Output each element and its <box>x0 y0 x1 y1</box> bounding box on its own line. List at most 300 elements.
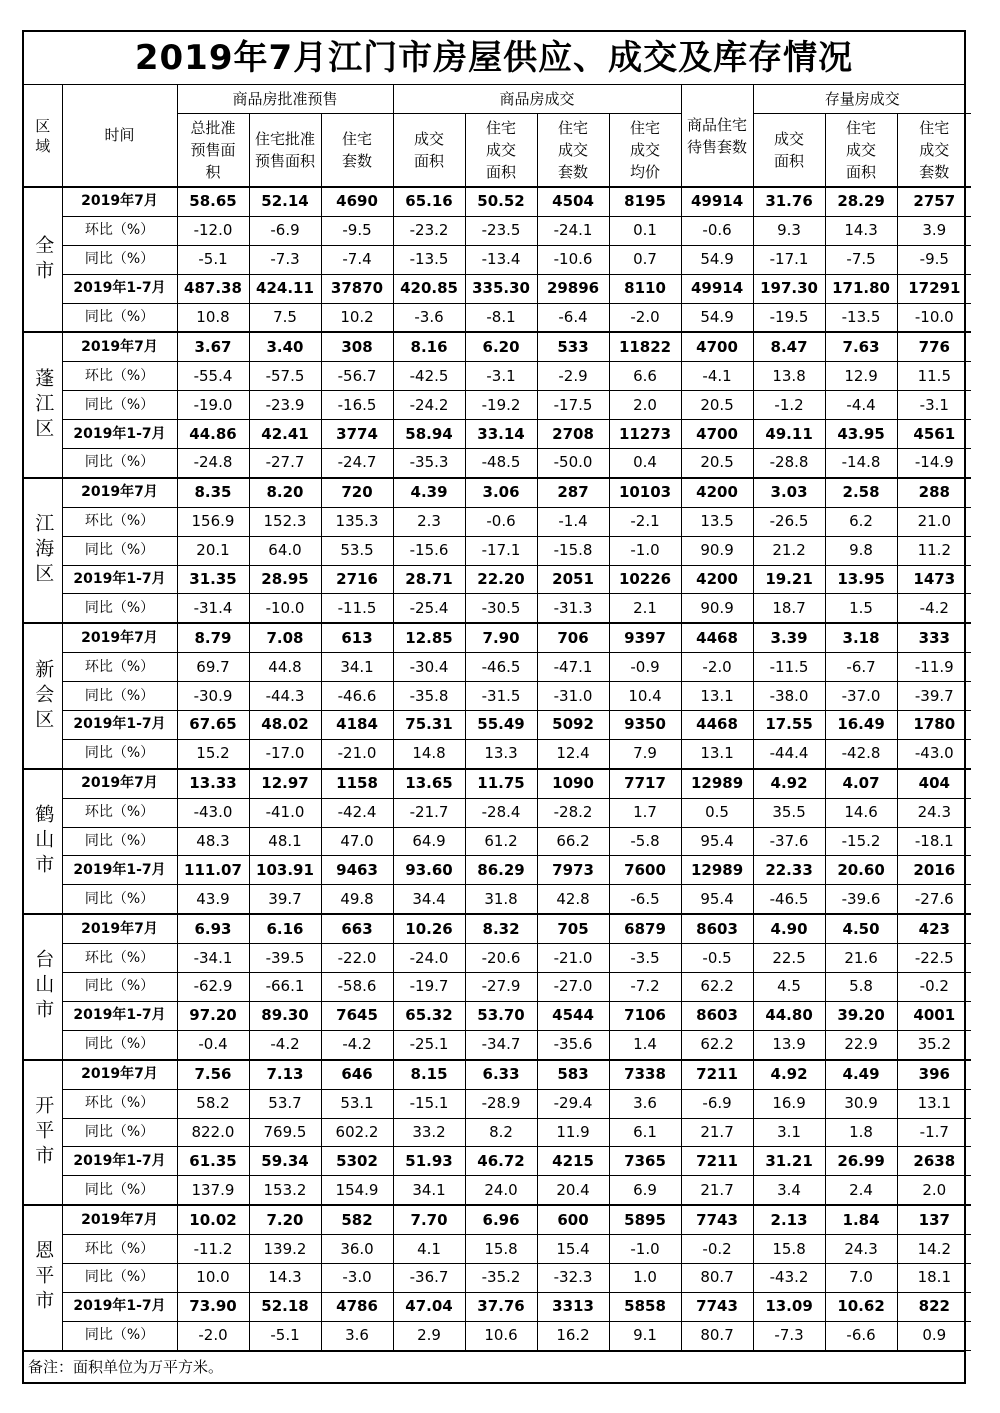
table-cell: 197.30 <box>753 274 825 303</box>
table-cell: 1.7 <box>609 798 681 827</box>
table-row <box>24 623 971 652</box>
table-cell: -9.5 <box>897 245 971 274</box>
table-cell: 11.9 <box>537 1118 609 1147</box>
table-cell: 2.4 <box>825 1176 897 1205</box>
table-cell: -3.6 <box>393 303 465 332</box>
table-cell: -11.5 <box>753 653 825 682</box>
table-cell: -5.1 <box>177 245 249 274</box>
table-cell: -0.9 <box>609 653 681 682</box>
row-label: 2019年1-7月 <box>62 856 177 885</box>
header-pending-units: 商品住宅待售套数 <box>681 85 753 187</box>
table-row <box>24 478 971 507</box>
table-cell: 4700 <box>681 332 753 361</box>
row-label: 同比（%） <box>62 1321 177 1350</box>
table-cell: -0.5 <box>681 944 753 973</box>
table-cell: -31.4 <box>177 594 249 623</box>
table-cell: 21.6 <box>825 944 897 973</box>
table-cell: 613 <box>321 623 393 652</box>
header-col: 总批准预售面积 <box>177 114 249 188</box>
table-cell: -1.7 <box>897 1118 971 1147</box>
table-cell: -35.3 <box>393 449 465 478</box>
table-cell: 13.33 <box>177 769 249 798</box>
table-cell: 11273 <box>609 420 681 449</box>
report-sheet <box>22 30 966 1384</box>
region-name: 开平市 <box>24 1060 62 1205</box>
table-row <box>24 856 971 885</box>
table-cell: -27.7 <box>249 449 321 478</box>
table-cell: 64.9 <box>393 827 465 856</box>
table-cell: 31.76 <box>753 187 825 216</box>
table-cell: 51.93 <box>393 1147 465 1176</box>
table-cell: -17.5 <box>537 391 609 420</box>
table-cell: 2708 <box>537 420 609 449</box>
table-cell: 287 <box>537 478 609 507</box>
table-cell: 333 <box>897 623 971 652</box>
table-cell: 90.9 <box>681 594 753 623</box>
table-cell: -23.2 <box>393 216 465 245</box>
table-cell: -30.4 <box>393 653 465 682</box>
row-label: 环比（%） <box>62 1089 177 1118</box>
table-cell: -7.5 <box>825 245 897 274</box>
table-cell: 16.9 <box>753 1089 825 1118</box>
header-group-stock: 存量房成交 <box>753 85 971 114</box>
table-cell: 4.92 <box>753 769 825 798</box>
table-cell: 6.20 <box>465 332 537 361</box>
table-row <box>24 1118 971 1147</box>
table-row <box>24 245 971 274</box>
row-label: 同比（%） <box>62 1176 177 1205</box>
table-cell: 4.50 <box>825 914 897 943</box>
table-cell: -34.7 <box>465 1030 537 1059</box>
row-label: 同比（%） <box>62 827 177 856</box>
table-cell: 4700 <box>681 420 753 449</box>
table-row <box>24 653 971 682</box>
table-cell: -10.0 <box>897 303 971 332</box>
table-cell: 423 <box>897 914 971 943</box>
table-cell: 4184 <box>321 711 393 740</box>
header-col: 成交面积 <box>753 114 825 188</box>
table-cell: -35.8 <box>393 682 465 711</box>
table-cell: 583 <box>537 1060 609 1089</box>
table-cell: 16.49 <box>825 711 897 740</box>
table-cell: -38.0 <box>753 682 825 711</box>
table-cell: -10.0 <box>249 594 321 623</box>
table-row <box>24 914 971 943</box>
region-name: 台山市 <box>24 914 62 1059</box>
table-cell: 73.90 <box>177 1292 249 1321</box>
table-cell: 3.6 <box>609 1089 681 1118</box>
table-cell: 13.1 <box>897 1089 971 1118</box>
table-cell: -26.5 <box>753 507 825 536</box>
row-label: 2019年1-7月 <box>62 711 177 740</box>
table-cell: 6.6 <box>609 362 681 391</box>
table-cell: -57.5 <box>249 362 321 391</box>
table-cell: 12.85 <box>393 623 465 652</box>
table-cell: -4.2 <box>249 1030 321 1059</box>
table-row <box>24 798 971 827</box>
table-cell: 13.3 <box>465 739 537 768</box>
table-cell: -28.9 <box>465 1089 537 1118</box>
region-name: 江海区 <box>24 478 62 623</box>
table-cell: 67.65 <box>177 711 249 740</box>
table-cell: -35.2 <box>465 1263 537 1292</box>
table-cell: 59.34 <box>249 1147 321 1176</box>
table-cell: 4468 <box>681 711 753 740</box>
table-cell: 7.70 <box>393 1205 465 1234</box>
table-cell: 1.4 <box>609 1030 681 1059</box>
table-cell: 6.2 <box>825 507 897 536</box>
table-row <box>24 944 971 973</box>
table-cell: 720 <box>321 478 393 507</box>
table-cell: 4215 <box>537 1147 609 1176</box>
table-cell: -46.5 <box>753 885 825 914</box>
table-cell: -0.4 <box>177 1030 249 1059</box>
table-cell: 21.7 <box>681 1118 753 1147</box>
table-cell: 65.16 <box>393 187 465 216</box>
table-cell: 152.3 <box>249 507 321 536</box>
table-cell: 4786 <box>321 1292 393 1321</box>
header-group-trade: 商品房成交 <box>393 85 681 114</box>
table-cell: 7.9 <box>609 739 681 768</box>
table-cell: -17.1 <box>753 245 825 274</box>
table-cell: 822.0 <box>177 1118 249 1147</box>
table-cell: 7645 <box>321 1001 393 1030</box>
table-cell: 0.9 <box>897 1321 971 1350</box>
table-cell: 8603 <box>681 914 753 943</box>
table-cell: 10103 <box>609 478 681 507</box>
table-cell: 4561 <box>897 420 971 449</box>
table-cell: 156.9 <box>177 507 249 536</box>
table-cell: 4200 <box>681 565 753 594</box>
row-label: 2019年7月 <box>62 478 177 507</box>
table-cell: 600 <box>537 1205 609 1234</box>
region-name: 蓬江区 <box>24 332 62 477</box>
row-label: 2019年7月 <box>62 914 177 943</box>
table-cell: -0.2 <box>681 1235 753 1264</box>
table-cell: -31.5 <box>465 682 537 711</box>
table-cell: 139.2 <box>249 1235 321 1264</box>
row-label: 同比（%） <box>62 1030 177 1059</box>
table-cell: -7.3 <box>249 245 321 274</box>
table-cell: 53.1 <box>321 1089 393 1118</box>
table-row <box>24 1147 971 1176</box>
table-cell: 7743 <box>681 1205 753 1234</box>
table-row <box>24 1292 971 1321</box>
table-cell: -30.5 <box>465 594 537 623</box>
table-cell: 10.0 <box>177 1263 249 1292</box>
table-row <box>24 1176 971 1205</box>
table-cell: -0.6 <box>465 507 537 536</box>
table-cell: -27.0 <box>537 973 609 1002</box>
table-cell: -15.2 <box>825 827 897 856</box>
row-label: 2019年7月 <box>62 332 177 361</box>
table-cell: -66.1 <box>249 973 321 1002</box>
table-cell: 3.18 <box>825 623 897 652</box>
table-cell: 8.15 <box>393 1060 465 1089</box>
table-cell: -4.4 <box>825 391 897 420</box>
table-cell: 24.0 <box>465 1176 537 1205</box>
table-cell: -42.8 <box>825 739 897 768</box>
table-cell: 154.9 <box>321 1176 393 1205</box>
table-cell: -2.1 <box>609 507 681 536</box>
table-cell: 3.67 <box>177 332 249 361</box>
table-cell: 62.2 <box>681 1030 753 1059</box>
table-cell: 42.8 <box>537 885 609 914</box>
table-cell: 8.35 <box>177 478 249 507</box>
table-cell: 396 <box>897 1060 971 1089</box>
table-cell: -5.8 <box>609 827 681 856</box>
table-cell: 663 <box>321 914 393 943</box>
row-label: 同比（%） <box>62 1263 177 1292</box>
table-cell: -36.7 <box>393 1263 465 1292</box>
table-cell: 533 <box>537 332 609 361</box>
table-cell: -6.7 <box>825 653 897 682</box>
table-cell: 9397 <box>609 623 681 652</box>
table-cell: -43.2 <box>753 1263 825 1292</box>
table-cell: -16.5 <box>321 391 393 420</box>
table-cell: 602.2 <box>321 1118 393 1147</box>
table-cell: -1.4 <box>537 507 609 536</box>
table-cell: 487.38 <box>177 274 249 303</box>
table-cell: 2.13 <box>753 1205 825 1234</box>
table-cell: 9.3 <box>753 216 825 245</box>
table-cell: 13.1 <box>681 739 753 768</box>
table-row <box>24 1030 971 1059</box>
table-cell: -22.0 <box>321 944 393 973</box>
table-cell: -4.2 <box>321 1030 393 1059</box>
table-row <box>24 274 971 303</box>
table-row <box>24 711 971 740</box>
table-cell: -7.2 <box>609 973 681 1002</box>
table-cell: 13.1 <box>681 682 753 711</box>
table-cell: -19.0 <box>177 391 249 420</box>
row-label: 环比（%） <box>62 653 177 682</box>
table-cell: -11.9 <box>897 653 971 682</box>
table-cell: 0.7 <box>609 245 681 274</box>
table-cell: 18.7 <box>753 594 825 623</box>
table-row <box>24 885 971 914</box>
table-cell: -13.5 <box>825 303 897 332</box>
row-label: 环比（%） <box>62 798 177 827</box>
table-cell: 58.2 <box>177 1089 249 1118</box>
table-cell: 6.33 <box>465 1060 537 1089</box>
table-cell: 53.70 <box>465 1001 537 1030</box>
table-cell: 24.3 <box>897 798 971 827</box>
table-cell: -23.5 <box>465 216 537 245</box>
table-cell: -11.5 <box>321 594 393 623</box>
table-cell: 2.0 <box>897 1176 971 1205</box>
table-cell: -46.5 <box>465 653 537 682</box>
table-cell: -24.1 <box>537 216 609 245</box>
table-cell: -7.3 <box>753 1321 825 1350</box>
table-cell: 97.20 <box>177 1001 249 1030</box>
row-label: 2019年1-7月 <box>62 420 177 449</box>
table-cell: 17291 <box>897 274 971 303</box>
table-cell: -24.2 <box>393 391 465 420</box>
row-label: 同比（%） <box>62 1118 177 1147</box>
table-cell: -1.2 <box>753 391 825 420</box>
table-cell: 3.4 <box>753 1176 825 1205</box>
table-cell: -13.4 <box>465 245 537 274</box>
table-row <box>24 216 971 245</box>
table-cell: 3.6 <box>321 1321 393 1350</box>
table-row <box>24 187 971 216</box>
table-cell: -28.4 <box>465 798 537 827</box>
table-cell: 6.93 <box>177 914 249 943</box>
table-cell: 3774 <box>321 420 393 449</box>
table-cell: 10.8 <box>177 303 249 332</box>
table-cell: 44.8 <box>249 653 321 682</box>
table-cell: 20.5 <box>681 449 753 478</box>
table-cell: 20.4 <box>537 1176 609 1205</box>
row-label: 同比（%） <box>62 885 177 914</box>
table-cell: 58.65 <box>177 187 249 216</box>
table-cell: -41.0 <box>249 798 321 827</box>
table-cell: -27.6 <box>897 885 971 914</box>
table-cell: 3313 <box>537 1292 609 1321</box>
table-cell: 44.80 <box>753 1001 825 1030</box>
table-cell: 47.0 <box>321 827 393 856</box>
table-cell: 4.1 <box>393 1235 465 1264</box>
table-cell: 58.94 <box>393 420 465 449</box>
table-cell: -25.4 <box>393 594 465 623</box>
table-cell: 4.92 <box>753 1060 825 1089</box>
table-cell: 2.3 <box>393 507 465 536</box>
table-cell: 28.71 <box>393 565 465 594</box>
table-cell: 8.16 <box>393 332 465 361</box>
table-cell: 8.47 <box>753 332 825 361</box>
table-cell: 61.2 <box>465 827 537 856</box>
table-cell: 14.2 <box>897 1235 971 1264</box>
row-label: 2019年1-7月 <box>62 565 177 594</box>
row-label: 同比（%） <box>62 973 177 1002</box>
data-table <box>24 85 971 1351</box>
table-cell: 22.33 <box>753 856 825 885</box>
table-cell: 1780 <box>897 711 971 740</box>
table-cell: 21.0 <box>897 507 971 536</box>
row-label: 环比（%） <box>62 507 177 536</box>
table-cell: 39.20 <box>825 1001 897 1030</box>
table-cell: 43.9 <box>177 885 249 914</box>
table-cell: 35.2 <box>897 1030 971 1059</box>
table-cell: 10.2 <box>321 303 393 332</box>
table-cell: -62.9 <box>177 973 249 1002</box>
table-cell: 10.02 <box>177 1205 249 1234</box>
table-cell: 2.9 <box>393 1321 465 1350</box>
table-cell: 6879 <box>609 914 681 943</box>
table-cell: -20.6 <box>465 944 537 973</box>
header-col: 住宅批准预售面积 <box>249 114 321 188</box>
table-cell: 49.8 <box>321 885 393 914</box>
table-row <box>24 1001 971 1030</box>
table-cell: 12989 <box>681 856 753 885</box>
table-cell: 8.79 <box>177 623 249 652</box>
table-cell: 13.9 <box>753 1030 825 1059</box>
table-cell: 4504 <box>537 187 609 216</box>
table-cell: 33.2 <box>393 1118 465 1147</box>
table-cell: -21.7 <box>393 798 465 827</box>
table-cell: 111.07 <box>177 856 249 885</box>
table-cell: 5895 <box>609 1205 681 1234</box>
table-row <box>24 682 971 711</box>
table-cell: 706 <box>537 623 609 652</box>
table-cell: -17.0 <box>249 739 321 768</box>
table-row <box>24 362 971 391</box>
table-cell: 43.95 <box>825 420 897 449</box>
table-cell: 137.9 <box>177 1176 249 1205</box>
table-cell: 288 <box>897 478 971 507</box>
region-name: 全市 <box>24 187 62 332</box>
row-label: 2019年1-7月 <box>62 1001 177 1030</box>
table-cell: 15.8 <box>753 1235 825 1264</box>
table-cell: 14.6 <box>825 798 897 827</box>
table-cell: 424.11 <box>249 274 321 303</box>
table-cell: 10.62 <box>825 1292 897 1321</box>
table-cell: 3.06 <box>465 478 537 507</box>
table-cell: 33.14 <box>465 420 537 449</box>
table-cell: 7.0 <box>825 1263 897 1292</box>
table-cell: -3.1 <box>897 391 971 420</box>
table-cell: -28.8 <box>753 449 825 478</box>
table-cell: 53.5 <box>321 536 393 565</box>
row-label: 同比（%） <box>62 245 177 274</box>
table-row <box>24 769 971 798</box>
table-cell: 80.7 <box>681 1263 753 1292</box>
table-cell: -15.6 <box>393 536 465 565</box>
table-cell: -0.6 <box>681 216 753 245</box>
table-cell: 5302 <box>321 1147 393 1176</box>
table-cell: 171.80 <box>825 274 897 303</box>
table-cell: 13.65 <box>393 769 465 798</box>
table-cell: 7973 <box>537 856 609 885</box>
table-cell: 776 <box>897 332 971 361</box>
header-col: 住宅成交均价 <box>609 114 681 188</box>
table-cell: 7211 <box>681 1147 753 1176</box>
row-label: 同比（%） <box>62 449 177 478</box>
table-cell: 12.4 <box>537 739 609 768</box>
table-cell: 39.7 <box>249 885 321 914</box>
table-cell: 49914 <box>681 274 753 303</box>
table-cell: -8.1 <box>465 303 537 332</box>
table-cell: 55.49 <box>465 711 537 740</box>
table-cell: 50.52 <box>465 187 537 216</box>
table-cell: -10.6 <box>537 245 609 274</box>
table-cell: 54.9 <box>681 303 753 332</box>
table-cell: 54.9 <box>681 245 753 274</box>
table-cell: 1473 <box>897 565 971 594</box>
table-row <box>24 1235 971 1264</box>
table-cell: 7743 <box>681 1292 753 1321</box>
table-cell: -11.2 <box>177 1235 249 1264</box>
table-cell: 7211 <box>681 1060 753 1089</box>
table-row <box>24 332 971 361</box>
table-row <box>24 1205 971 1234</box>
table-cell: 2716 <box>321 565 393 594</box>
table-row <box>24 1263 971 1292</box>
table-cell: -48.5 <box>465 449 537 478</box>
table-cell: 13.8 <box>753 362 825 391</box>
table-cell: -24.7 <box>321 449 393 478</box>
table-cell: 24.3 <box>825 1235 897 1264</box>
table-cell: -44.4 <box>753 739 825 768</box>
table-cell: 9.8 <box>825 536 897 565</box>
table-cell: 2051 <box>537 565 609 594</box>
table-row <box>24 565 971 594</box>
table-cell: 335.30 <box>465 274 537 303</box>
table-cell: 80.7 <box>681 1321 753 1350</box>
table-cell: -2.0 <box>177 1321 249 1350</box>
table-row <box>24 1089 971 1118</box>
